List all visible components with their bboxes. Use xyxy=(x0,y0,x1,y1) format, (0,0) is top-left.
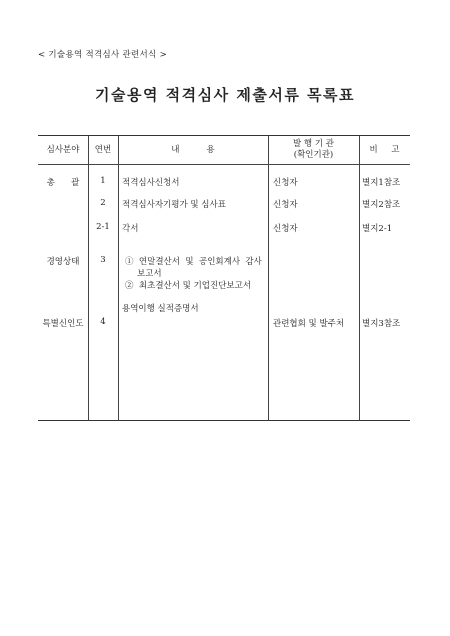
header-agency xyxy=(268,136,359,164)
row-number: 4 xyxy=(100,317,106,327)
column-divider xyxy=(118,136,119,420)
row-agency: 신청자 xyxy=(273,200,298,210)
row-number: 3 xyxy=(100,255,106,265)
header-agency-line2: (확인기관) xyxy=(293,150,334,160)
form-caption: < 기술용역 적격심사 관련서식 > xyxy=(38,50,167,60)
header-divider xyxy=(38,164,410,165)
header-number: 연번 xyxy=(94,144,112,155)
row-content: 각서 xyxy=(122,224,139,234)
row-content-line: ① 연말결산서 및 공인회계사 감사 xyxy=(125,257,262,267)
row-agency: 관련협회 및 발주처 xyxy=(273,319,345,329)
row-content-line: 보고서 xyxy=(137,269,162,279)
column-divider xyxy=(268,136,269,420)
row-content-line: ② 최초결산서 및 기업진단보고서 xyxy=(125,281,252,291)
column-divider xyxy=(359,136,360,420)
row-remark: 별지2참조 xyxy=(362,200,401,210)
row-category: 총 괄 xyxy=(46,178,80,188)
row-content: 적격심사신청서 xyxy=(122,178,180,188)
row-category: 경영상태 xyxy=(46,257,80,267)
row-number: 2 xyxy=(100,198,106,208)
row-number: 2-1 xyxy=(96,222,110,232)
document-list-table xyxy=(38,135,410,421)
header-content: 내 용 xyxy=(171,144,215,155)
row-remark: 별지1참조 xyxy=(362,178,401,188)
row-content: 적격심사자기평가 및 심사표 xyxy=(122,200,226,210)
row-category: 특별신인도 xyxy=(42,319,84,329)
row-agency: 신청자 xyxy=(273,178,298,188)
row-content: 용역이행 실적증명서 xyxy=(122,304,199,314)
header-category: 심사분야 xyxy=(46,144,80,155)
header-agency-line1: 발 행 기 관 xyxy=(293,139,334,149)
header-remark: 비 고 xyxy=(369,144,400,155)
row-remark: 별지2-1 xyxy=(362,224,393,234)
row-agency: 신청자 xyxy=(273,224,298,234)
document-title: 기술용역 적격심사 제출서류 목록표 xyxy=(94,86,356,104)
row-remark: 별지3참조 xyxy=(362,319,401,329)
row-number: 1 xyxy=(100,176,106,186)
